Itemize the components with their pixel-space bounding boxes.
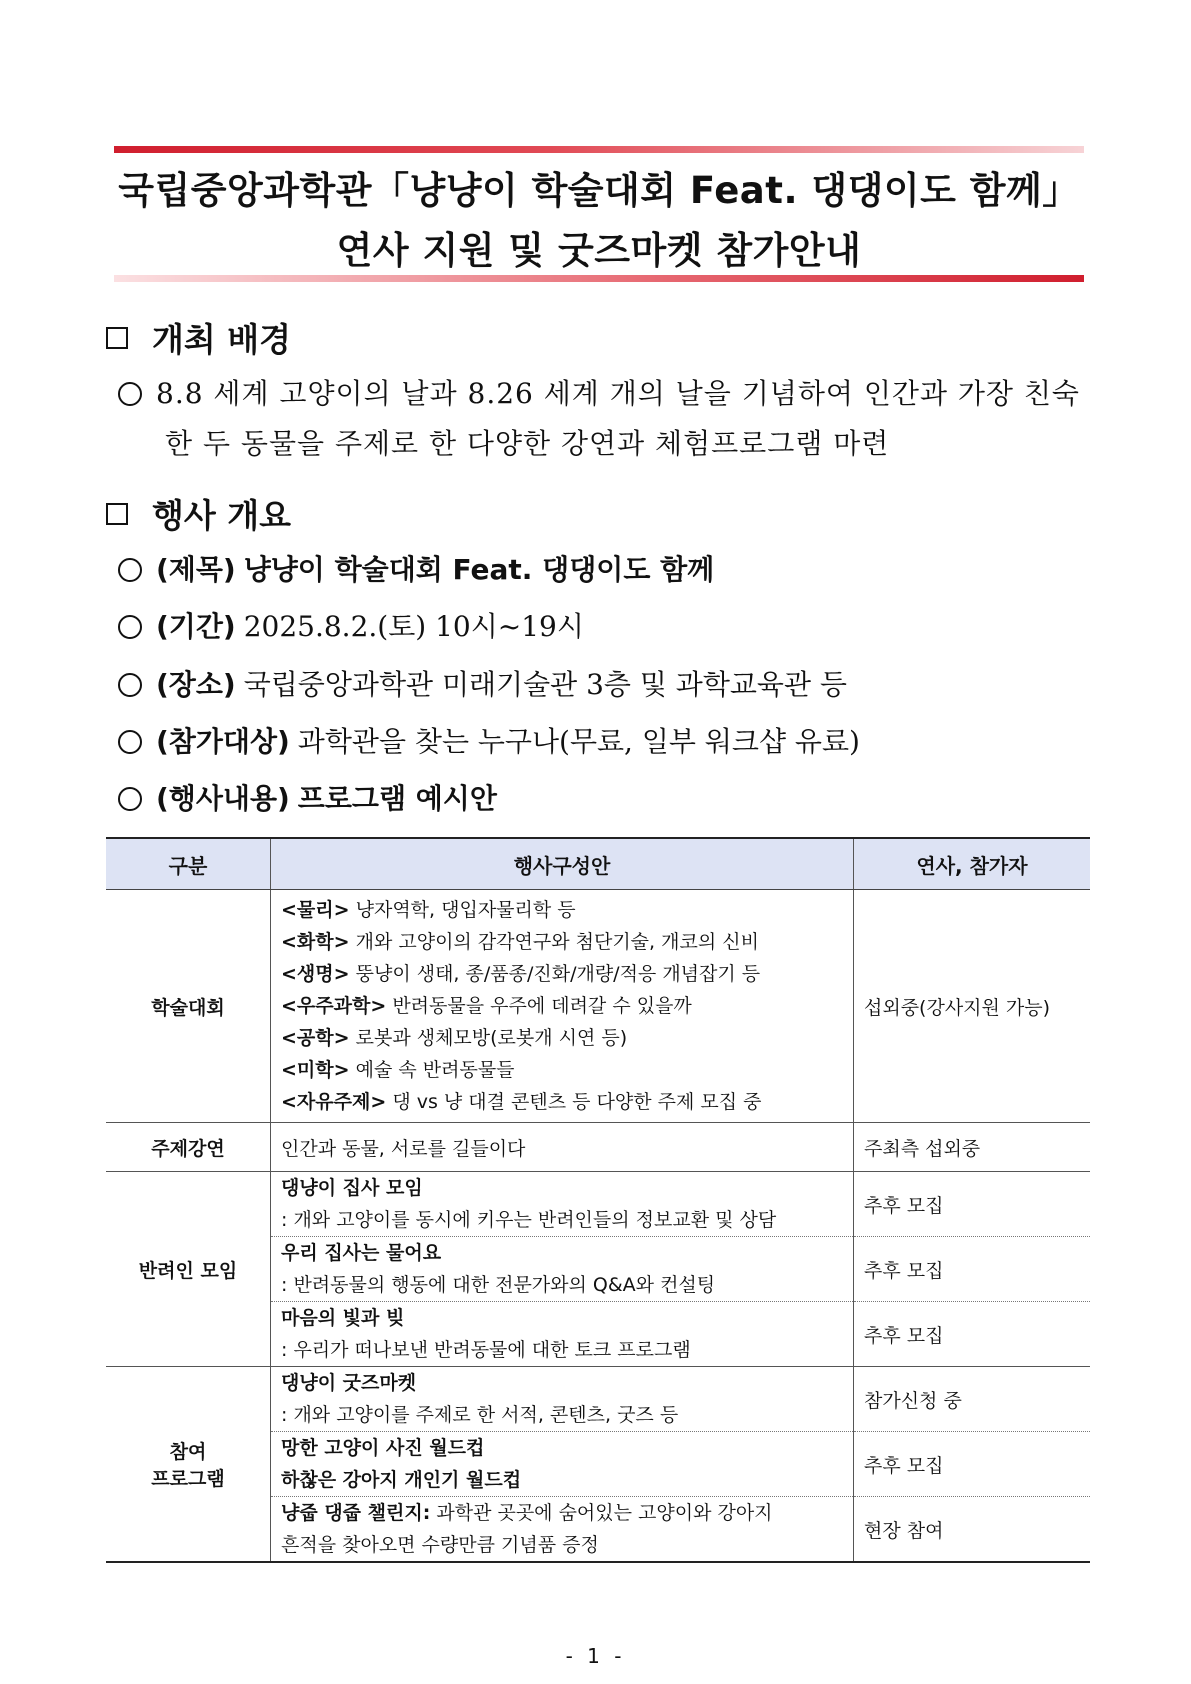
- overview-item-audience: [118, 720, 860, 760]
- table-row-participation-1: [106, 1367, 1090, 1432]
- table-row-lecture: [106, 1123, 1090, 1172]
- owners-speaker-2: 추후 모집: [854, 1237, 1091, 1302]
- item-value: 2025.8.2.(토) 10시~19시: [243, 610, 584, 643]
- overview-item-title: [118, 548, 714, 588]
- participation-speaker-3: 현장 참여: [854, 1497, 1091, 1563]
- category-lecture: 주제강연: [106, 1123, 271, 1172]
- participation-program-2: 망한 고양이 사진 월드컵 하찮은 강아지 개인기 월드컵: [271, 1432, 854, 1497]
- header-category: 구분: [106, 838, 271, 890]
- owners-speaker-1: 추후 모집: [854, 1172, 1091, 1237]
- document-title-line2: 연사 지원 및 굿즈마켓 참가안내: [336, 229, 862, 272]
- topic-line: <생명> 뚱냥이 생태, 종/품종/진화/개량/적응 개념잡기 등: [281, 963, 761, 985]
- page-number: - 1 -: [565, 1644, 626, 1668]
- participation-speaker-2: 추후 모집: [854, 1432, 1091, 1497]
- document-title-line1: 국립중앙과학관「냥냥이 학술대회 Feat. 댕댕이도 함께」: [118, 169, 1080, 212]
- table-header-row: [106, 838, 1090, 890]
- circle-bullet-icon: [118, 558, 142, 582]
- circle-bullet-icon: [118, 382, 142, 406]
- category-academic: 학술대회: [106, 890, 271, 1123]
- background-text: 8.8 세계 고양이의 날과 8.26 세계 개의 날을 기념하여 인간과 가장 친숙: [156, 377, 1080, 410]
- item-label: (장소): [156, 668, 236, 701]
- lecture-content: 인간과 동물, 서로를 길들이다: [271, 1123, 854, 1172]
- section-heading-text: 행사 개요: [152, 496, 292, 535]
- item-label: (제목): [156, 553, 236, 586]
- topic-line: <자유주제> 댕 vs 냥 대결 콘텐츠 등 다양한 주제 모집 중: [281, 1091, 762, 1113]
- owners-program-3: 마음의 빛과 빚 : 우리가 떠나보낸 반려동물에 대한 토크 프로그램: [271, 1302, 854, 1367]
- item-label: (참가대상): [156, 725, 290, 758]
- academic-speaker: 섭외중(강사지원 가능): [854, 890, 1091, 1123]
- topic-line: <우주과학> 반려동물을 우주에 데려갈 수 있을까: [281, 995, 692, 1017]
- academic-topics: [271, 890, 854, 1123]
- background-paragraph-line2: 한 두 동물을 주제로 한 다양한 강연과 체험프로그램 마련: [165, 427, 890, 460]
- owners-program-2: 우리 집사는 물어요 : 반려동물의 행동에 대한 전문가와의 Q&A와 컨설팅: [271, 1237, 854, 1302]
- circle-bullet-icon: [118, 730, 142, 754]
- owners-speaker-3: 추후 모집: [854, 1302, 1091, 1367]
- participation-speaker-1: 참가신청 중: [854, 1367, 1091, 1432]
- title-bottom-bar: [114, 275, 1084, 282]
- participation-program-3: 냥줍 댕줍 챌린지: 과학관 곳곳에 숨어있는 고양이와 강아지 흔적을 찾아오면 수량만큼 기념품 증정: [271, 1497, 854, 1563]
- title-top-bar: [114, 146, 1084, 153]
- square-bullet-icon: [106, 503, 128, 525]
- category-participation: 참여 프로그램: [106, 1367, 271, 1563]
- overview-item-period: [118, 605, 584, 645]
- lecture-speaker: 주최측 섭외중: [854, 1123, 1091, 1172]
- participation-program-1: 댕냥이 굿즈마켓 : 개와 고양이를 주제로 한 서적, 콘텐츠, 굿즈 등: [271, 1367, 854, 1432]
- header-program: 행사구성안: [271, 838, 854, 890]
- item-value: 냥냥이 학술대회 Feat. 댕댕이도 함께: [243, 553, 715, 586]
- table-row-academic: [106, 890, 1090, 1123]
- item-label: (행사내용): [156, 782, 290, 815]
- item-value: 프로그램 예시안: [297, 782, 497, 815]
- category-owners: 반려인 모임: [106, 1172, 271, 1367]
- circle-bullet-icon: [118, 787, 142, 811]
- owners-program-1: 댕냥이 집사 모임 : 개와 고양이를 동시에 키우는 반려인들의 정보교환 및 상담: [271, 1172, 854, 1237]
- background-paragraph-line1: [118, 372, 1080, 412]
- topic-line: <공학> 로봇과 생체모방(로봇개 시연 등): [281, 1027, 628, 1049]
- section-heading-text: 개최 배경: [152, 320, 292, 359]
- item-value: 국립중앙과학관 미래기술관 3층 및 과학교육관 등: [243, 668, 847, 701]
- circle-bullet-icon: [118, 615, 142, 639]
- item-value: 과학관을 찾는 누구나(무료, 일부 워크샵 유료): [297, 725, 860, 758]
- overview-item-content: [118, 777, 497, 817]
- program-table: [106, 837, 1090, 1563]
- square-bullet-icon: [106, 327, 128, 349]
- circle-bullet-icon: [118, 673, 142, 697]
- topic-line: <미학> 예술 속 반려동물들: [281, 1059, 515, 1081]
- overview-item-venue: [118, 663, 847, 703]
- item-label: (기간): [156, 610, 236, 643]
- header-speaker: 연사, 참가자: [854, 838, 1091, 890]
- topic-line: <화학> 개와 고양이의 감각연구와 첨단기술, 개코의 신비: [281, 931, 759, 953]
- section-heading-background: [106, 314, 291, 361]
- table-row-owners-1: [106, 1172, 1090, 1237]
- section-heading-overview: [106, 490, 291, 537]
- topic-line: <물리> 냥자역학, 댕입자물리학 등: [281, 899, 576, 921]
